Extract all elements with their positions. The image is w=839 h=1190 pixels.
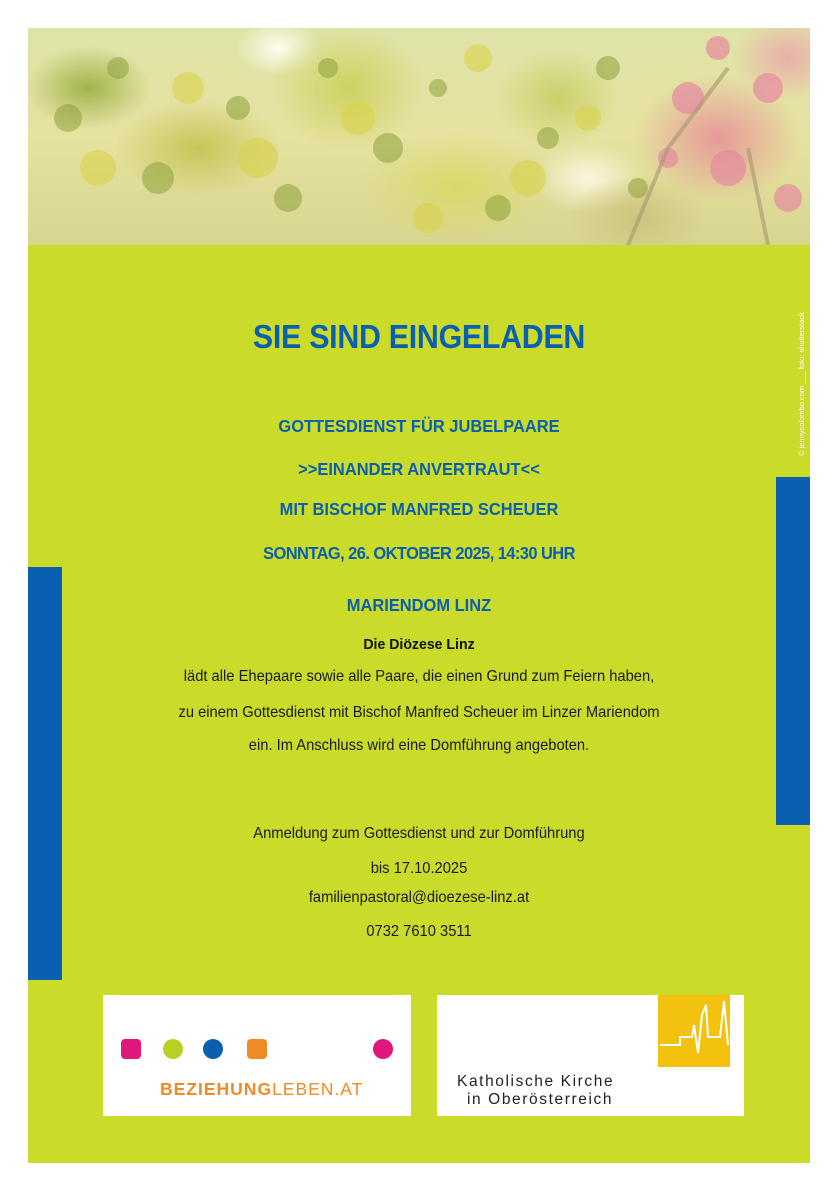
headline: SIE SIND EINGELADEN bbox=[252, 318, 586, 355]
cathedral-silhouette-icon bbox=[658, 995, 730, 1067]
blue-accent-bar-left bbox=[28, 567, 62, 980]
invitation-text-line: ein. Im Anschluss wird eine Domführung angeboten. bbox=[248, 737, 590, 754]
kirche-text-line1: Katholische Kirche bbox=[457, 1073, 615, 1090]
invitation-sender: Die Diözese Linz bbox=[363, 636, 475, 653]
blue-accent-bar-right bbox=[776, 477, 810, 825]
invitation-text-line: zu einem Gottesdienst mit Bischof Manfred Scheuer im Linzer Mariendom bbox=[178, 704, 660, 721]
event-date: SONNTAG, 26. OKTOBER 2025, 14:30 UHR bbox=[263, 543, 575, 563]
magenta-square-icon bbox=[121, 1039, 141, 1059]
photo-credit-text: © jennycolombo.com ___ foto: shutterstock bbox=[797, 312, 806, 456]
magenta-dot-icon bbox=[373, 1039, 393, 1059]
registration-label: Anmeldung zum Gottesdienst und zur Domführung bbox=[253, 825, 585, 842]
wordmark-bold: BEZIEHUNG bbox=[160, 1079, 273, 1099]
registration-deadline: bis 17.10.2025 bbox=[370, 860, 468, 877]
header-photo-trees bbox=[28, 28, 810, 245]
beziehungleben-wordmark bbox=[160, 1079, 363, 1100]
event-title: GOTTESDIENST FÜR JUBELPAARE bbox=[278, 416, 560, 436]
blue-dot-icon bbox=[203, 1039, 223, 1059]
event-location: MARIENDOM LINZ bbox=[346, 595, 492, 615]
kirche-text-line2: in Oberösterreich bbox=[467, 1091, 614, 1108]
event-celebrant: MIT BISCHOF MANFRED SCHEUER bbox=[279, 499, 559, 519]
photo-credit bbox=[786, 262, 806, 456]
registration-phone: 0732 7610 3511 bbox=[366, 923, 472, 940]
katholische-kirche-logo bbox=[437, 995, 744, 1116]
orange-square-icon bbox=[247, 1039, 267, 1059]
event-motto: >>EINANDER ANVERTRAUT<< bbox=[298, 459, 540, 479]
registration-email: familienpastoral@dioezese-linz.at bbox=[308, 889, 530, 906]
invitation-text-line: lädt alle Ehepaare sowie alle Paare, die einen Grund zum Feiern haben, bbox=[183, 668, 655, 685]
wordmark-light: LEBEN.AT bbox=[272, 1079, 364, 1099]
green-dot-icon bbox=[163, 1039, 183, 1059]
beziehungleben-logo bbox=[103, 995, 411, 1116]
foliage-texture bbox=[28, 28, 810, 245]
